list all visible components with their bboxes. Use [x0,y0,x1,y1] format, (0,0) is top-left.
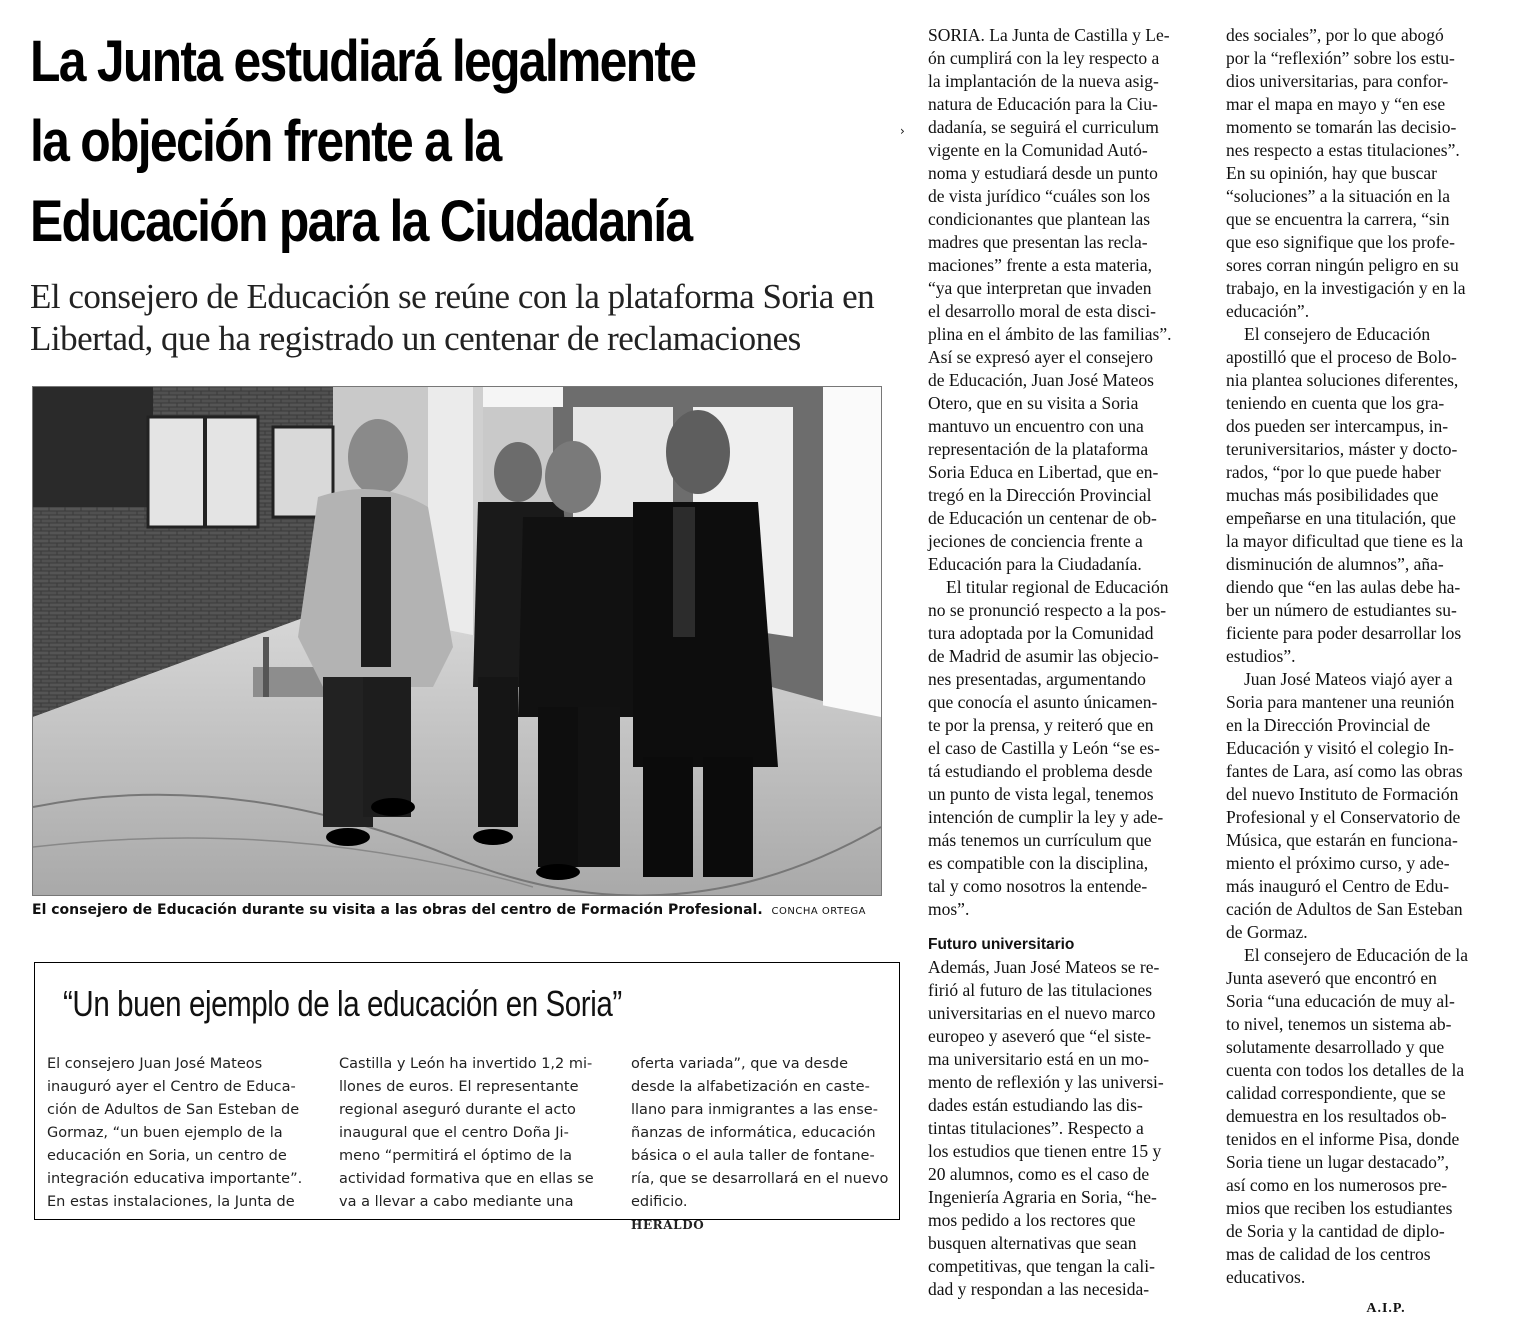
article-line: cuenta con todos los detalles de la [1226,1060,1465,1080]
paragraph-gap [928,921,1208,933]
article-line: la implantación de la nueva asig- [928,71,1159,91]
article-line: firió al futuro de las titulaciones [928,980,1153,1000]
article-line: Junta aseveró que encontró en [1226,968,1437,988]
article-line: no se pronunció respecto a la pos- [928,600,1167,620]
article-line: tura adoptada por la Comunidad [928,623,1154,643]
article-line: mos pedido a los rectores que [928,1210,1136,1230]
sidebar-line: educación en Soria, un centro de [47,1148,287,1164]
margin-mark: › [900,124,905,138]
article-line: más inauguró el Centro de Edu- [1226,876,1450,896]
article-line: “ya que interpretan que invaden [928,278,1152,298]
sidebar-line: regional aseguró durante el acto [339,1102,576,1118]
article-line: que conocía el asunto únicamen- [928,692,1158,712]
article-line: demuestra en los resultados ob- [1226,1106,1447,1126]
article-photo [32,386,882,896]
article-line: ber un número de estudiantes su- [1226,600,1457,620]
article-line: teruniversitarios, máster y docto- [1226,439,1458,459]
article-line: tintas titulaciones”. Respecto a [928,1118,1144,1138]
article-line: tal y como nosotros la entende- [928,876,1148,896]
sidebar-line: ñanzas de informática, educación [631,1125,876,1141]
article-line: dades están estudiando las dis- [928,1095,1143,1115]
sidebar-line: va a llevar a cabo mediante una [339,1194,574,1210]
subtitle-line: El consejero de Educación se reúne con la plataforma Soria en [30,277,875,316]
article-line: apostilló que el proceso de Bolo- [1226,347,1457,367]
sidebar-line: meno “permitirá el óptimo de la [339,1148,572,1164]
sidebar-line: actividad formativa que en ellas se [339,1171,594,1187]
article-line: miento el próximo curso, y ade- [1226,853,1450,873]
article-line: de Gormaz. [1226,922,1308,942]
article-column-1 [928,24,1208,1301]
sidebar-box [34,962,900,1232]
article-line: que eso signifique que los profe- [1226,232,1455,252]
article-line: en la Dirección Provincial de [1226,715,1431,735]
photo-caption [32,900,902,922]
headline-line: la objeción frente a la [30,109,501,174]
article-line: Soria “una educación de muy al- [1226,991,1455,1011]
article-line: ma universitario está en un mo- [928,1049,1150,1069]
article-line: Soria Educa en Libertad, que en- [928,462,1159,482]
sidebar-line: ción de Adultos de San Esteban de [47,1102,300,1118]
article-line: te por la prensa, y reiteró que en [928,715,1154,735]
article-line: Soria tiene un lugar destacado”, [1226,1152,1450,1172]
sidebar-column-1 [47,1053,319,1214]
article-line: nia plantea soluciones diferentes, [1226,370,1459,390]
article-line: trabajo, en la investigación y en la [1226,278,1466,298]
sidebar-title: “Un buen ejemplo de la educación en Soria” [63,983,622,1024]
article-line: nes respecto a estas titulaciones”. [1226,140,1460,160]
sidebar-line: inauguró ayer el Centro de Educa- [47,1079,296,1095]
article-line: rados, “por lo que puede haber [1226,462,1441,482]
article-line: Soria para mantener una reunión [1226,692,1455,712]
sidebar-line: integración educativa importante”. [47,1171,303,1187]
article-line: Además, Juan José Mateos se re- [928,957,1160,977]
sidebar-line: oferta variada”, que va desde [631,1056,849,1072]
article-line: Otero, que en su visita a Soria [928,393,1139,413]
article-line: vigente en la Comunidad Autó- [928,140,1148,160]
article-line: Educación para la Ciudadanía. [928,554,1142,574]
article-line: muchas más posibilidades que [1226,485,1439,505]
article-line: del nuevo Instituto de Formación [1226,784,1459,804]
article-line: estudios”. [1226,646,1296,666]
sidebar-line: básica o el aula taller de fontane- [631,1148,875,1164]
sidebar-line: desde la alfabetización en caste- [631,1079,870,1095]
article-line: 20 alumnos, como es el caso de [928,1164,1150,1184]
article-line: El consejero de Educación [1244,324,1431,344]
article-line: Educación y visitó el colegio In- [1226,738,1454,758]
sidebar-line: llano para inmigrantes a las ense- [631,1102,878,1118]
article-line: mios que reciben los estudiantes [1226,1198,1453,1218]
article-line: empeñarse en una titulación, que [1226,508,1456,528]
article-line: más tenemos un currículum que [928,830,1152,850]
article-line: europeo y aseveró que “el siste- [928,1026,1152,1046]
article-line: Profesional y el Conservatorio de [1226,807,1461,827]
article-line: así como en los numerosos pre- [1226,1175,1448,1195]
article-line: des sociales”, por lo que abogó [1226,25,1444,45]
article-line: dios universitarias, para confor- [1226,71,1449,91]
article-line: educativos. [1226,1267,1306,1287]
article-line: de vista jurídico “cuáles son los [928,186,1151,206]
sidebar-line: El consejero Juan José Mateos [47,1056,263,1072]
article-line: un punto de vista legal, tenemos [928,784,1154,804]
article-line: jeciones de conciencia frente a [928,531,1143,551]
article-line: cación de Adultos de San Esteban [1226,899,1463,919]
article-line: mantuvo un encuentro con una [928,416,1144,436]
headline [30,22,778,262]
article-line: Juan José Mateos viajó ayer a [1244,669,1453,689]
article-line: por la “reflexión” sobre los estu- [1226,48,1455,68]
article-line: mento de reflexión y las universi- [928,1072,1164,1092]
article-line: sores corran ningún peligro en su [1226,255,1459,275]
article-line: de Soria y la cantidad de diplo- [1226,1221,1445,1241]
article-line: calidad correspondiente, que se [1226,1083,1446,1103]
article-line: es compatible con la disciplina, [928,853,1149,873]
article-line: natura de Educación para la Ciu- [928,94,1158,114]
article-line: tregó en la Dirección Provincial [928,485,1152,505]
article-line: de Educación un centenar de ob- [928,508,1157,528]
article-line: mar el mapa en mayo y “en ese [1226,94,1446,114]
sidebar-line: llones de euros. El representante [339,1079,579,1095]
article-line: to nivel, tenemos un sistema ab- [1226,1014,1452,1034]
sidebar-line: inaugural que el centro Doña Ji- [339,1125,569,1141]
article-line: “soluciones” a la situación en la [1226,186,1451,206]
article-line: el caso de Castilla y León “se es- [928,738,1160,758]
article-line: nes presentadas, argumentando [928,669,1146,689]
photo-illustration [33,387,881,895]
article-line: diendo que “en las aulas debe ha- [1226,577,1461,597]
article-line: Música, que estarán en funciona- [1226,830,1458,850]
article-line: maciones” frente a esta materia, [928,255,1152,275]
article-line: El consejero de Educación de la [1244,945,1468,965]
article-line: mos”. [928,899,970,919]
subtitle-line: Libertad, que ha registrado un centenar de reclamaciones [30,319,801,358]
caption-text: El consejero de Educación durante su visita a las obras del centro de Formación Profesional. [32,902,763,918]
sidebar-line: Gormaz, “un buen ejemplo de la [47,1125,283,1141]
article-line: que se encuentra la carrera, “sin [1226,209,1450,229]
article-line: condicionantes que plantean las [928,209,1151,229]
article-line: de Educación, Juan José Mateos [928,370,1154,390]
article-line: En su opinión, hay que buscar [1226,163,1437,183]
article-line: la mayor dificultad que tiene es la [1226,531,1464,551]
article-line: mas de calidad de los centros [1226,1244,1431,1264]
article-line: fantes de Lara, así como las obras [1226,761,1463,781]
article-line: dadanía, se seguirá el curriculum [928,117,1159,137]
sidebar-line: Castilla y León ha invertido 1,2 mi- [339,1056,593,1072]
article-line: representación de la plataforma [928,439,1149,459]
article-line: los estudios que tienen entre 15 y [928,1141,1162,1161]
article-line: SORIA. La Junta de Castilla y Le- [928,25,1170,45]
article-line: busquen alternativas que sean [928,1233,1137,1253]
article-line: el desarrollo moral de esta disci- [928,301,1156,321]
sidebar-line: edificio. [631,1194,688,1210]
article-line: educación”. [1226,301,1310,321]
article-line: intención de cumplir la ley y ade- [928,807,1164,827]
article-line: solutamente desarrollado y que [1226,1037,1445,1057]
article-line: competitivas, que tengan la cali- [928,1256,1155,1276]
article-line: dos pueden ser intercampus, in- [1226,416,1449,436]
sidebar-signature: HERALDO [631,1218,705,1232]
article-line: dad y respondan a las necesida- [928,1279,1150,1299]
article-line: El titular regional de Educación [946,577,1169,597]
article-line: universitarias en el nuevo marco [928,1003,1156,1023]
sidebar-line: En estas instalaciones, la Junta de [47,1194,295,1210]
article-line: tá estudiando el problema desde [928,761,1153,781]
sidebar-column-2 [339,1053,611,1214]
article-line: plina en el ámbito de las familias”. [928,324,1172,344]
article-line: noma y estudiará desde un punto [928,163,1158,183]
article-line: madres que presentan las recla- [928,232,1148,252]
article-line: teniendo en cuenta que los gra- [1226,393,1445,413]
article-line: Ingeniería Agraria en Soria, “he- [928,1187,1157,1207]
article-line: ficiente para poder desarrollar los [1226,623,1462,643]
photo-credit: CONCHA ORTEGA [771,906,867,917]
article-line: Así se expresó ayer el consejero [928,347,1153,367]
article-subhead: Futuro universitario [928,936,1075,953]
headline-line: La Junta estudiará legalmente [30,29,696,94]
article-line: de Madrid de asumir las objecio- [928,646,1159,666]
sidebar-column-3 [631,1053,903,1237]
subtitle [30,276,910,360]
article-column-2 [1226,24,1506,1320]
article-line: momento se tomarán las decisio- [1226,117,1457,137]
sidebar-line: ría, que se desarrollará en el nuevo [631,1171,889,1187]
sidebar-last-line [631,1191,903,1237]
article-line: disminución de alumnos”, aña- [1226,554,1444,574]
byline: A.I.P. [1366,1301,1406,1316]
article-line: ón cumplirá con la ley respecto a [928,48,1160,68]
article-line: tenidos en el informe Pisa, donde [1226,1129,1460,1149]
headline-line: Educación para la Ciudadanía [30,189,692,254]
